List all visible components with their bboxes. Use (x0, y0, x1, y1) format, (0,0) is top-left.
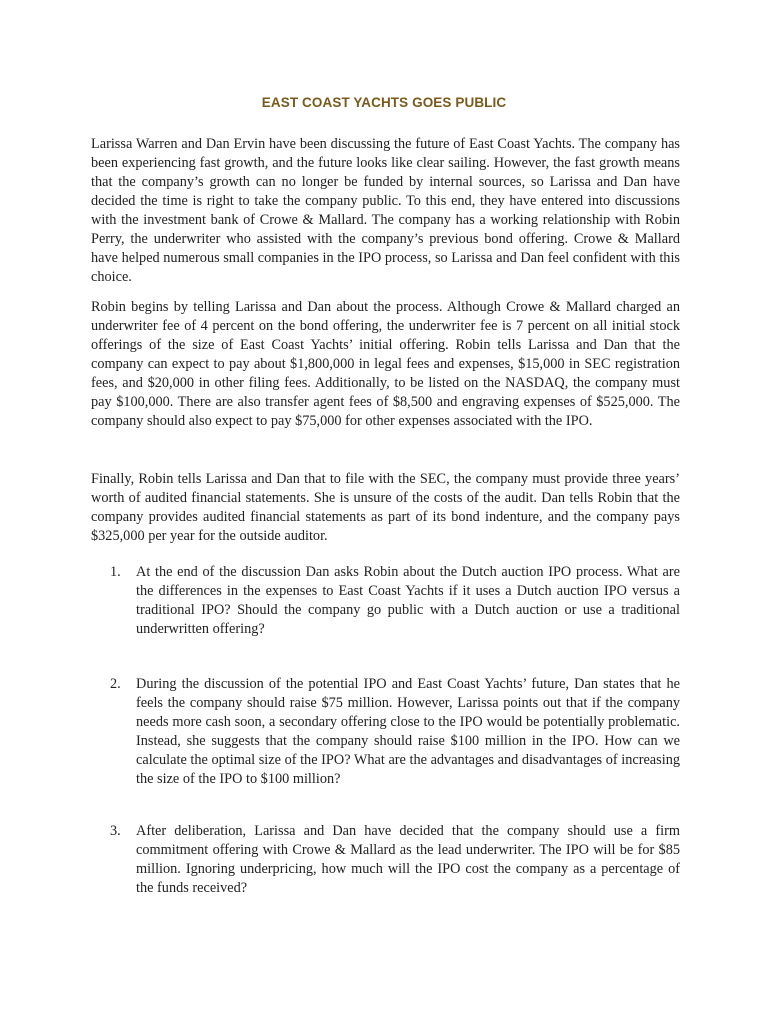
question-number: 1. (110, 564, 121, 580)
question-text: During the discussion of the potential IPO and East Coast Yachts’ future, Dan states that he feels the company should raise $75 million. However, Larissa points out that if the company needs more cash soon, a secondary offering close to the IPO would be potentially problematic. Instead, she suggests that the company should raise $100 million in the IPO. How can we calculate the optimal size of the IPO? What are the advantages and disadvantages of increasing the size of the IPO to $100 million? (136, 676, 680, 787)
question-item (110, 675, 680, 789)
document-title: EAST COAST YACHTS GOES PUBLIC (261, 95, 507, 110)
question-item (110, 822, 680, 898)
question-item (110, 563, 680, 639)
question-number: 3. (110, 823, 121, 839)
paragraph-intro: Larissa Warren and Dan Ervin have been discussing the future of East Coast Yachts. The company has been experiencing fast growth, and the future looks like clear sailing. However, the fast growth means that the company’s growth can no longer be funded by internal sources, so Larissa and Dan have decided the time is right to take the company public. To this end, they have entered into discussions with the investment bank of Crowe & Mallard. The company has a working relationship with Robin Perry, the underwriter who assisted with the company’s previous bond offering. Crowe & Mallard have helped numerous small companies in the IPO process, so Larissa and Dan feel confident with this choice. (91, 136, 680, 285)
question-text: After deliberation, Larissa and Dan have decided that the company should use a firm commitment offering with Crowe & Mallard as the lead underwriter. The IPO will be for $85 million. Ignoring underpricing, how much will the IPO cost the company as a percentage of the funds received? (136, 823, 680, 896)
question-text: At the end of the discussion Dan asks Robin about the Dutch auction IPO process. What are the differences in the expenses to East Coast Yachts if it uses a Dutch auction IPO versus a traditional IPO? Should the company go public with a Dutch auction or use a traditional underwritten offering? (136, 564, 680, 637)
paragraph-audit: Finally, Robin tells Larissa and Dan that to file with the SEC, the company must provide three years’ worth of audited financial statements. She is unsure of the costs of the audit. Dan tells Robin that the company provides audited financial statements as part of its bond indenture, and the company pays $325,000 per year for the outside auditor. (91, 471, 680, 544)
paragraph-fees: Robin begins by telling Larissa and Dan about the process. Although Crowe & Mallard charged an underwriter fee of 4 percent on the bond offering, the underwriter fee is 7 percent on all initial stock offerings of the size of East Coast Yachts’ initial offering. Robin tells Larissa and Dan that the company can expect to pay about $1,800,000 in legal fees and expenses, $15,000 in SEC registration fees, and $20,000 in other filing fees. Additionally, to be listed on the NASDAQ, the company must pay $100,000. There are also transfer agent fees of $8,500 and engraving expenses of $525,000. The company should also expect to pay $75,000 for other expenses associated with the IPO. (91, 299, 680, 429)
question-number: 2. (110, 676, 121, 692)
